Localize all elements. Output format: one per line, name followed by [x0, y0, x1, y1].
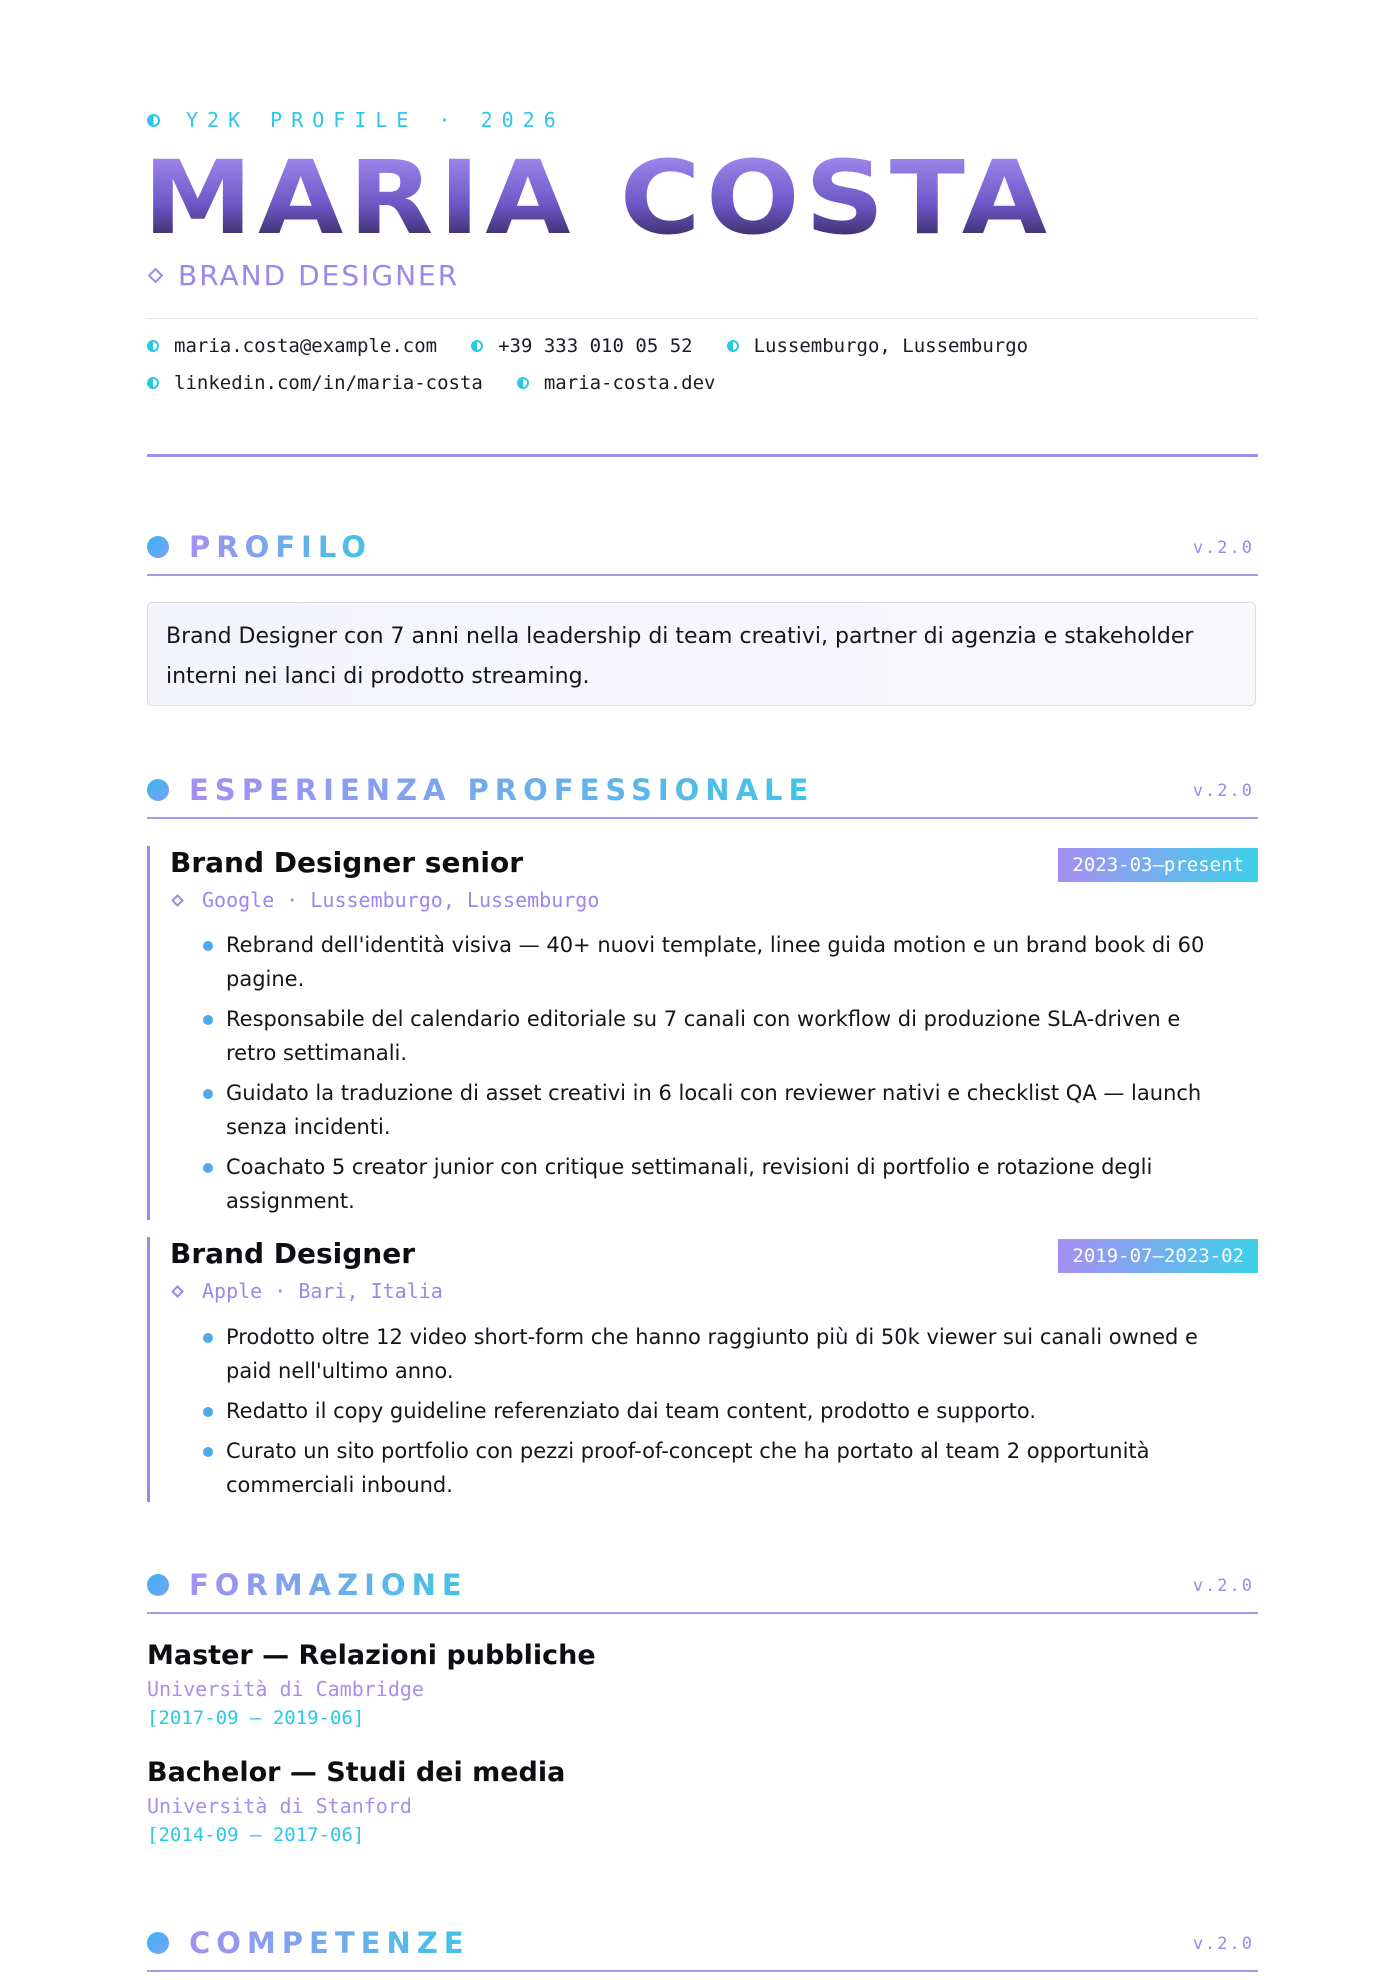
phone-text: +39 333 010 05 52	[498, 335, 693, 357]
contact-linkedin[interactable]	[147, 372, 483, 394]
job-title: Brand Designer	[170, 1237, 416, 1270]
list-item: Rebrand dell'identità visiva — 40+ nuovi template, linee guida motion e un brand book di 60 pagine.	[203, 928, 1233, 996]
education-dates: [2014-09 – 2017-06]	[147, 1824, 365, 1846]
header-accent-rule	[147, 454, 1258, 457]
diamond-icon	[171, 1285, 184, 1298]
half-circle-icon	[517, 377, 529, 389]
job-entry	[147, 1237, 1258, 1502]
section-header-experience	[147, 767, 1258, 819]
job-bullets	[203, 1320, 1233, 1508]
school-name: Università di Cambridge	[147, 1677, 424, 1701]
section-version: v.2.0	[1192, 781, 1254, 801]
section-title: ESPERIENZA PROFESSIONALE	[189, 773, 815, 807]
half-circle-icon	[147, 114, 160, 127]
section-header-skills	[147, 1920, 1258, 1972]
company-location-text: Apple · Bari, Italia	[202, 1279, 443, 1303]
location-text: Lussemburgo, Lussemburgo	[753, 335, 1029, 357]
school-name: Università di Stanford	[147, 1794, 412, 1818]
list-item: Prodotto oltre 12 video short-form che hanno raggiunto più di 50k viewer sui canali owned e paid nell'ultimo anno.	[203, 1320, 1233, 1388]
list-item: Coachato 5 creator junior con critique settimanali, revisioni di portfolio e rotazione degli assignment.	[203, 1150, 1233, 1218]
job-entry	[147, 846, 1258, 1220]
section-title: PROFILO	[189, 530, 372, 564]
half-circle-icon	[727, 340, 739, 352]
contact-email[interactable]	[147, 335, 437, 357]
email-text: maria.costa@example.com	[174, 335, 438, 357]
list-item: Responsabile del calendario editoriale su 7 canali con workflow di produzione SLA-driven e retro settimanali.	[203, 1002, 1233, 1070]
job-bullets	[203, 928, 1233, 1224]
eyebrow-text: Y2K PROFILE · 2026	[186, 108, 565, 132]
education-dates: [2017-09 – 2019-06]	[147, 1707, 365, 1729]
linkedin-text: linkedin.com/in/maria-costa	[174, 372, 483, 394]
half-circle-icon	[147, 340, 159, 352]
bullet-dot-icon	[147, 536, 169, 558]
education-entry	[147, 1640, 596, 1729]
role-text: BRAND DESIGNER	[178, 259, 460, 292]
contact-phone[interactable]	[471, 335, 692, 357]
section-version: v.2.0	[1192, 538, 1254, 558]
degree-title: Master — Relazioni pubbliche	[147, 1640, 596, 1671]
half-circle-icon	[147, 377, 159, 389]
section-title: FORMAZIONE	[189, 1568, 468, 1602]
section-header-profile	[147, 524, 1258, 576]
section-version: v.2.0	[1192, 1934, 1254, 1954]
bullet-dot-icon	[147, 1574, 169, 1596]
job-company	[170, 1279, 443, 1303]
diamond-icon	[148, 268, 164, 284]
list-item: Guidato la traduzione di asset creativi in 6 locali con reviewer nativi e checklist QA — launch senza incidenti.	[203, 1076, 1233, 1144]
contact-row-1	[147, 335, 1062, 357]
header-divider	[147, 318, 1258, 319]
website-text: maria-costa.dev	[543, 372, 716, 394]
job-dates-badge: 2023-03—present	[1058, 848, 1258, 882]
profile-summary: Brand Designer con 7 anni nella leadership di team creativi, partner di agenzia e stakeholder interni nei lanci di prodotto streaming.	[147, 602, 1256, 706]
section-title: COMPETENZE	[189, 1926, 470, 1960]
contact-location	[727, 335, 1029, 357]
header-eyebrow	[147, 108, 565, 132]
degree-title: Bachelor — Studi dei media	[147, 1757, 566, 1788]
job-company	[170, 888, 599, 912]
job-dates-badge: 2019-07—2023-02	[1058, 1239, 1258, 1273]
list-item: Redatto il copy guideline referenziato dai team content, prodotto e supporto.	[203, 1394, 1233, 1428]
bullet-dot-icon	[147, 1932, 169, 1954]
education-entry	[147, 1757, 565, 1846]
job-title: Brand Designer senior	[170, 846, 524, 879]
contact-website[interactable]	[517, 372, 716, 394]
candidate-role	[147, 259, 459, 292]
company-location-text: Google · Lussemburgo, Lussemburgo	[202, 888, 600, 912]
section-version: v.2.0	[1192, 1576, 1254, 1596]
section-header-education	[147, 1562, 1258, 1614]
list-item: Curato un sito portfolio con pezzi proof-of-concept che ha portato al team 2 opportunità commerciali inbound.	[203, 1434, 1233, 1502]
bullet-dot-icon	[147, 779, 169, 801]
contact-row-2	[147, 372, 749, 394]
candidate-name: MARIA COSTA	[143, 139, 1053, 258]
half-circle-icon	[471, 340, 483, 352]
diamond-icon	[171, 894, 184, 907]
